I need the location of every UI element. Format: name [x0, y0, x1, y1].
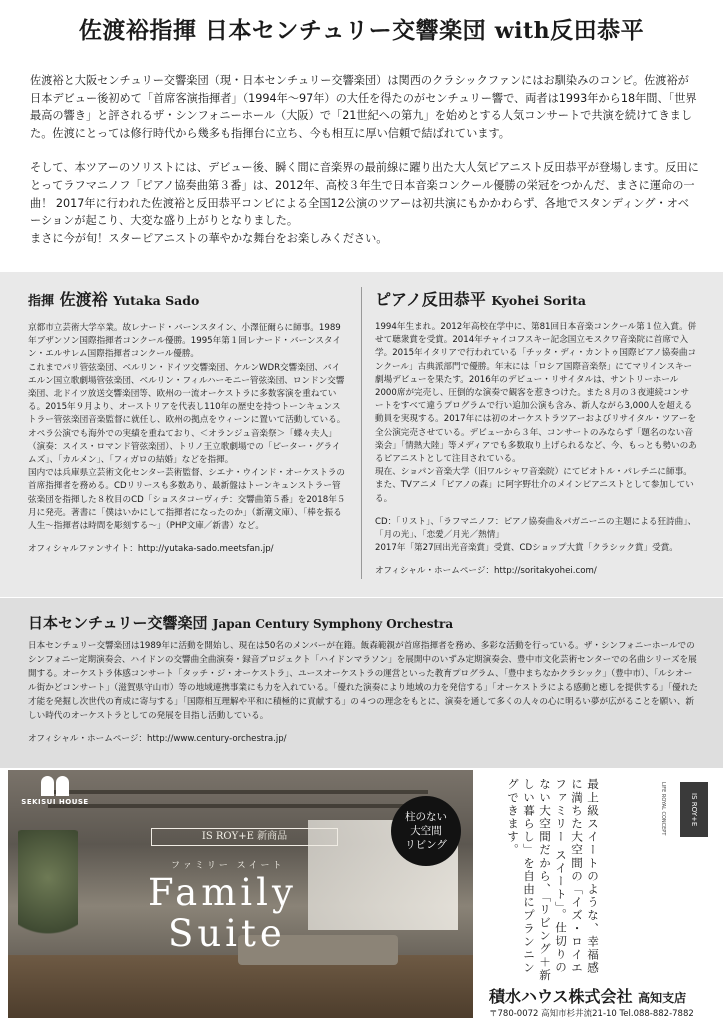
intro-paragraph-1: 佐渡裕と大阪センチュリー交響楽団（現・日本センチュリー交響楽団）は関西のクラシックファンにはお馴染みのコンビ。佐渡裕が日本デビュー後初めて「首席客演指揮者」（1994年〜97年）の大任を得たのがセンチュリー響で、両者は1993年から18年間、「世界最高の響き」と評されるザ・シンフォニーホール（大阪）で「21世紀への第九」を始めとする人気コンサートで共演を続けてきました。佐渡にとっては修行時代から幾多も指揮台に立ち、今も相互に厚い信頼で結ばれています。 [30, 74, 697, 140]
conductor-site-link[interactable]: オフィシャルファンサイト：http://yutaka-sado.meetsfan.jp/ [28, 544, 274, 555]
conductor-bio-2: これまでパリ管弦楽団、ベルリン・ドイツ交響楽団、ケルンWDR交響楽団、バイエルン国立歌劇場管弦楽団、ベルリン・フィルハーモニー管弦楽団、ロンドン交響楽団、北ドイツ放送交響楽団等、欧州の一流オーケストラに多数客演を重ねている。2015年９月より、オーストリアを代表し110年の歴史を持つトーンキュンストラー管弦楽団音楽監督に就任し、欧州の拠点をウィーンに置いて活動している。 [28, 362, 346, 426]
product-name-family: Family [148, 871, 297, 914]
pianist-bio-1: 1994年生まれ。2012年高校在学中に、第81回日本音楽コンクール第１位入賞。併せて聴衆賞を受賞。2014年チャイコフスキー記念国立モスクワ音楽院に首席で入学。2015年イタリアで行われている「チッタ・ディ・カントゥ国際ピアノ協奏曲コンクール」古典派部門で優勝。年末には「ロシア国際音楽祭」にてマリインスキー劇場デビューを果たす。2016年のデビュー・リサイタルは、サントリーホール2000席が完売し、圧倒的な演奏で観客を惹きつけた。また８月の３夜連続コンサートをすべて違うプログラムで行い追加公演も含み、新人ながら3,000人を超える動員を実現する。2017年には初のオーケストラツアーおよびリサイタル・ツアーを全公演完売させている。デビューから３年、コンサートのみならず「題名のない音楽会」「情熱大陸」等メディアでも多数取り上げられるなど、今、もっとも勢いのあるピアニストとして注目されている。 [375, 322, 697, 465]
pianist-bio-2: 現在、ショパン音楽大学（旧ワルシャワ音楽院）にてピオトル・パレチニに師事。また、TVアニメ「ピアノの森」に阿字野壮介のメインピアニストとして参加している。 [375, 467, 694, 504]
product-subtitle: ファミリー スイート [171, 861, 285, 871]
product-badge: IS ROY+E 新商品 [151, 828, 338, 846]
conductor-bio-1: 京都市立芸術大学卒業。故レナード・バーンスタイン、小澤征爾らに師事。1989年ブザンソン国際指揮者コンクール優勝。1995年第１回レナード・バーンスタイン・エルサレム国際指揮者コンクール優勝。 [28, 323, 341, 360]
intro-paragraph-2: そして、本ツアーのソリストには、デビュー後、瞬く間に音楽界の最前線に躍り出た大人気ピアニスト反田恭平が登場します。反田にとってラフマニノフ「ピアノ協奏曲第３番」は、2012年、高校３年生で日本音楽コンクール優勝の栄冠をつかんだ、まさに運命の一曲！ 2017年に行われた佐渡裕と反田恭平コンビによる全国12公演のツアーは初共演にもかかわらず、各地でスタンディング・オベーションが起こり、大変な盛り上がりとなりました。 [30, 161, 699, 228]
company-name: 積水ハウス株式会社 高知支店 [489, 987, 687, 1006]
ad-vertical-copy: 最上級スイートのような、幸福感に満ちた大空間の「イズ・ロイエ ファミリー スイート」。仕切りのない大空間だから、「リビング＋新しい暮らし」を自由にプランニングできます。 [506, 778, 600, 982]
title-soloist: 反田恭平 [550, 17, 645, 44]
feature-circle: 柱のない 大空間 リビング [391, 796, 461, 866]
conductor-profile [28, 290, 348, 556]
pianist-heading: ピアノ反田恭平 Kyohei Sorita [375, 290, 586, 309]
orchestra-site-link[interactable]: オフィシャル・ホームページ：http://www.century-orchestra.jp/ [28, 734, 287, 744]
intro-paragraph-3: まさに今が旬！スターピアニストの華やかな舞台をお楽しみください。 [30, 231, 388, 245]
advertisement [8, 770, 715, 1022]
pianist-awards: 2017年「第27回出光音楽賞」受賞、CDショップ大賞「クラシック賞」受賞。 [375, 543, 678, 554]
conductor-bio-4: 国内では兵庫県立芸術文化センター芸術監督、シエナ・ウインド・オーケストラの首席指揮者を務める。CDリリースも多数あり、最新盤はトーンキュンストラー管弦楽団を指揮した８枚目のCD「ショスタコーヴィチ：交響曲第５番」を2018年５月に発売。著書に「僕はいかにして指揮者になったのか」（新潮文庫）、「棒を振る人生〜指揮者は時間を彫刻する〜」（PHP文庫／新書）など。 [28, 468, 346, 532]
orchestra-profile [28, 616, 698, 746]
conductor-bio-3: オペラ公演でも海外での実績を重ねており、＜オランジュ音楽祭＞「蝶々夫人」（演奏：スイス・ロマンド管弦楽団）、トリノ王立歌劇場での「ピーター・グライムズ」、「カルメン」、「フィガロの結婚」などを指揮。 [28, 428, 341, 466]
pianist-profile [375, 290, 697, 579]
logo-mark-icon [40, 776, 70, 796]
page-title [0, 12, 723, 45]
intro-section [30, 72, 700, 264]
pianist-cd: CD：「リスト」、「ラフマニノフ：ピアノ協奏曲＆パガニーニの主題による狂詩曲」、「月の光」、「恋愛／月光／熱情」 [375, 516, 697, 541]
pianist-site-link[interactable]: オフィシャル・ホームページ：http://soritakyohei.com/ [375, 566, 597, 577]
conductor-heading: 指揮 佐渡裕 Yutaka Sado [28, 290, 200, 309]
title-with: with [494, 18, 551, 44]
isroye-brand-mark: LIFE ROYAL CONCEPT IS ROY+E [656, 776, 708, 848]
title-main: 佐渡裕指揮 日本センチュリー交響楽団 [78, 17, 495, 44]
sekisui-house-logo: SEKISUI HOUSE [20, 776, 90, 806]
orchestra-heading: 日本センチュリー交響楽団 Japan Century Symphony Orchestra [28, 614, 454, 632]
column-divider [361, 287, 362, 579]
company-address: 〒780-0072 高知市杉井流21-10 Tel.088-882-7882 [489, 1009, 694, 1019]
product-name-suite: Suite [168, 912, 286, 955]
orchestra-bio: 日本センチュリー交響楽団は1989年に活動を開始し、現在は50名のメンバーが在籍。飯森範親が首席指揮者を務め、多彩な活動を行っている。ザ・シンフォニーホールでのシンフォニー定期演奏会、ハイドンの交響曲全曲演奏・録音プロジェクト「ハイドンマラソン」を展開中のいずみ定期演奏会、豊中市文化芸術センターでの名曲シリーズを展開する。オーケストラ体感コンサート「タッチ・ジ・オーケストラ」、ユースオーケストラの運営といった教育プログラム、「豊中まちなかクラシック」（豊中市）、「ルシオール街かどコンサート」（滋賀県守山市）等の地域連携事業にも力を入れている。「優れた演奏により地域の力を発信する」「オーケストラによる感動と癒しを提供する」「優れた才能を発掘し次世代の育成に寄与する」「国際相互理解や平和に積極的に貢献する」の４つの理念をもとに、演奏を通して多くの人々の心に明るい夢が広がることを願い、新しい時代のオーケストラとしての発展を目指し活動している。 [28, 641, 698, 721]
